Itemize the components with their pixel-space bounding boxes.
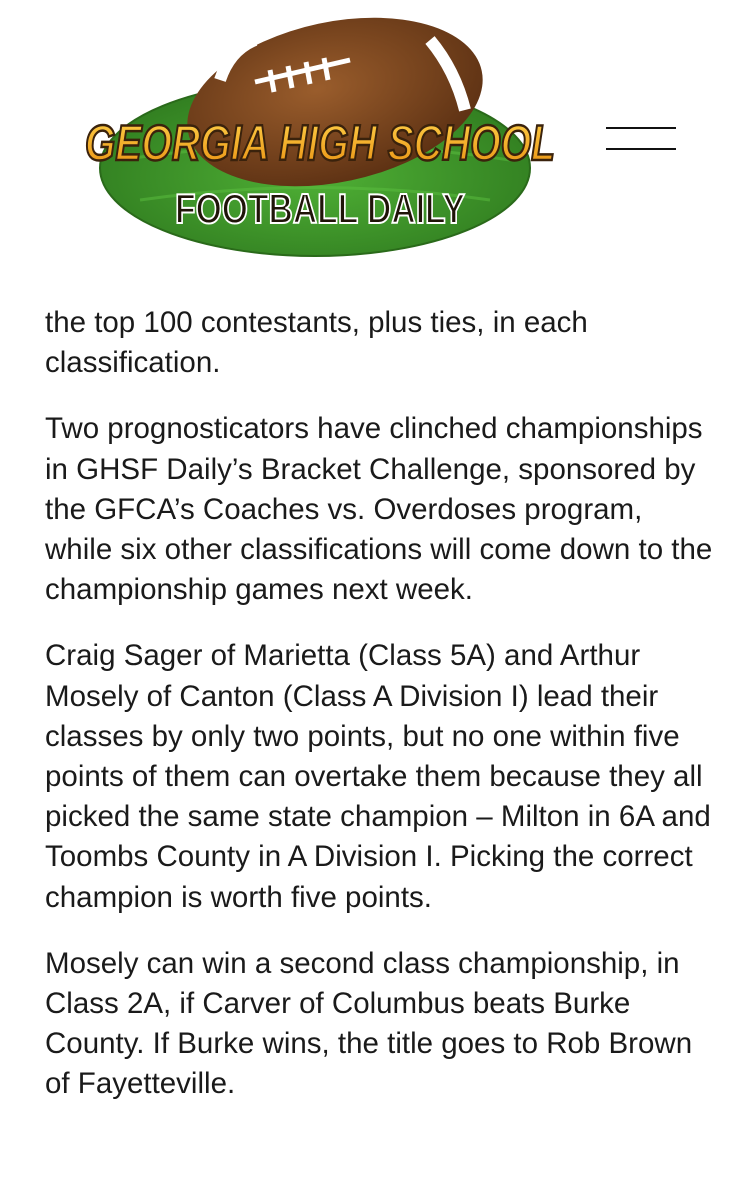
- article-paragraph: Mosely can win a second class championship, in Class 2A, if Carver of Columbus beats Burke County. If Burke wins, the title goes to Rob Brown of Fayetteville.: [45, 946, 693, 1101]
- site-logo[interactable]: [80, 10, 580, 265]
- article-body: [45, 303, 715, 1131]
- hamburger-menu-icon-bar: [606, 148, 676, 150]
- article-paragraph: the top 100 contestants, plus ties, in each classification.: [45, 306, 588, 380]
- article-paragraph: Craig Sager of Marietta (Class 5A) and Arthur Mosely of Canton (Class A Division I) lead their classes by only two points, but no one within five points of them can overtake them because they all picked the same state champion – Milton in 6A and Toombs County in A Division I. Picking the correct champion is worth five points.: [45, 639, 711, 914]
- article-paragraph: Two prognosticators have clinched championships in GHSF Daily’s Bracket Challenge, sponsored by the GFCA’s Coaches vs. Overdoses program, while six other classifications will come down to the championship games next week.: [45, 412, 713, 607]
- hamburger-menu-icon: [606, 127, 676, 129]
- logo-title-line1: GEORGIA HIGH SCHOOL: [85, 115, 555, 171]
- logo-title-line2: FOOTBALL DAILY: [175, 185, 465, 232]
- site-header: [0, 0, 749, 275]
- hamburger-menu-button[interactable]: [602, 118, 682, 160]
